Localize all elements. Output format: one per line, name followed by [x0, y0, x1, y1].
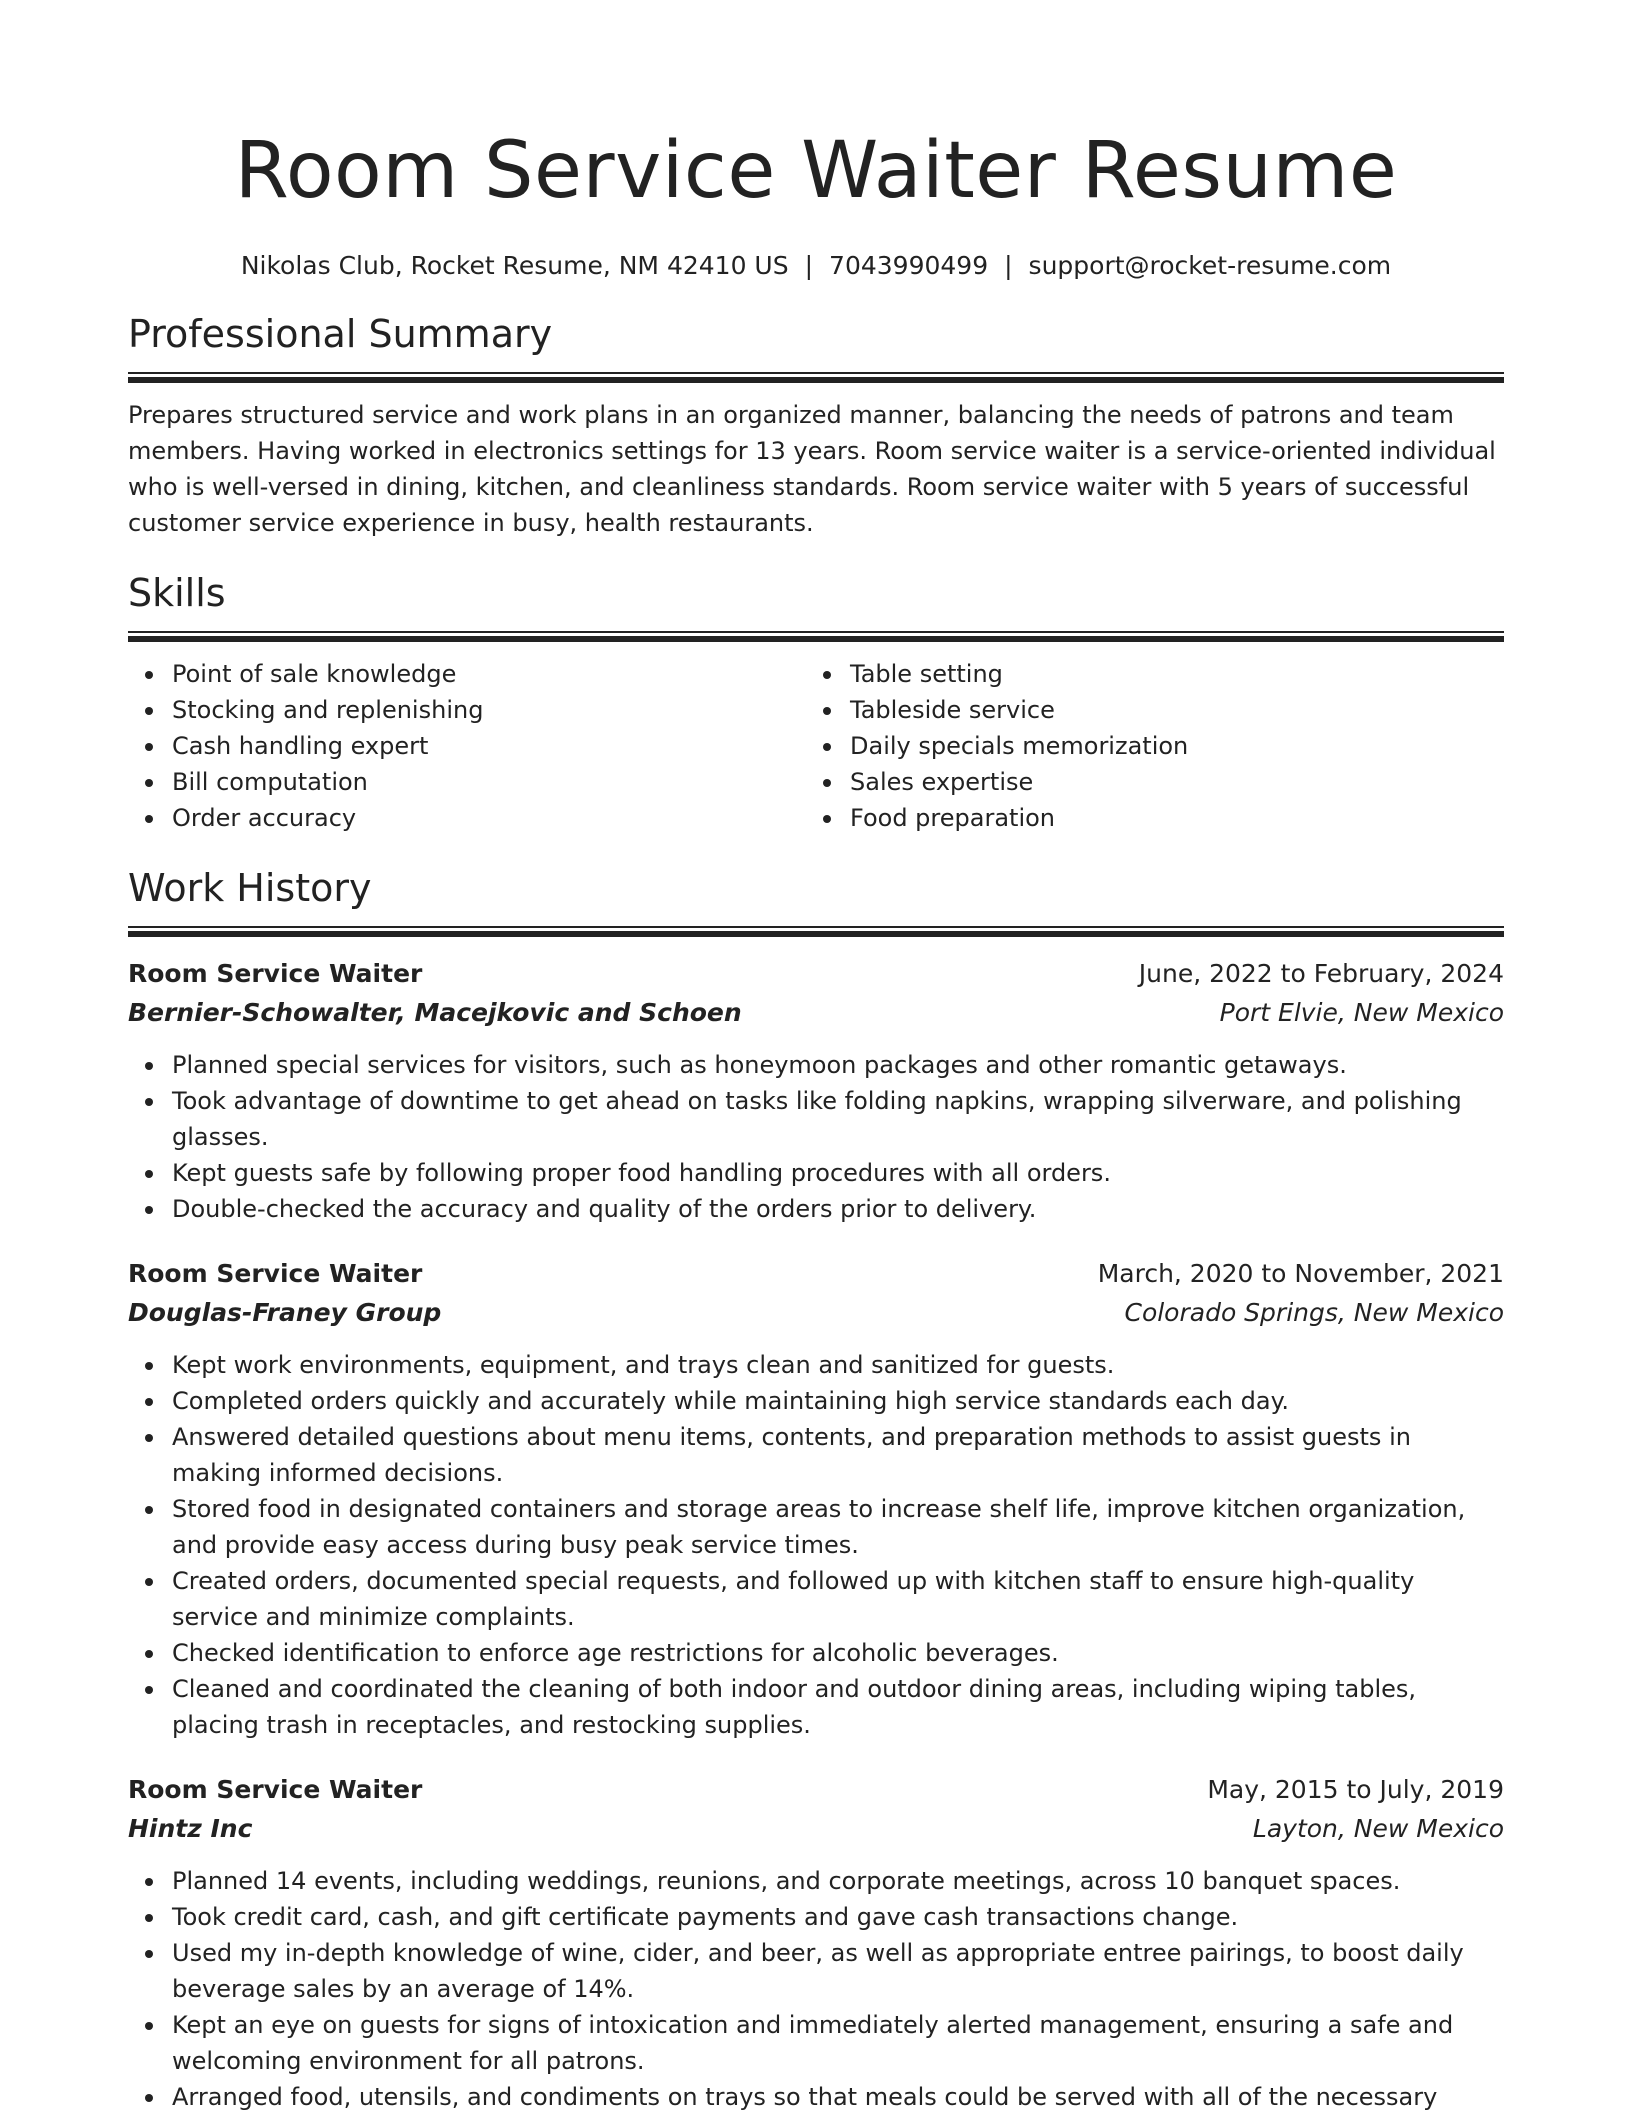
- skills-grid: [128, 656, 1504, 836]
- skills-list-left: [128, 656, 806, 836]
- contact-separator: |: [804, 251, 814, 280]
- skills-column-left: [128, 656, 806, 836]
- job-duty: Checked identification to enforce age restrictions for alcoholic beverages.: [172, 1635, 1504, 1671]
- job-duty: Answered detailed questions about menu items, contents, and preparation methods to assist guests in making informed decisions.: [172, 1419, 1504, 1491]
- job-header-row: [128, 1771, 1504, 1809]
- job-duty: Arranged food, utensils, and condiments on trays so that meals could be served with all of the necessary: [172, 2079, 1504, 2115]
- job-location: Colorado Springs, New Mexico: [1124, 1298, 1504, 1327]
- job-company-row: [128, 1293, 1504, 1333]
- skill-item: Food preparation: [850, 800, 1484, 836]
- job-company: Douglas-Franey Group: [128, 1298, 442, 1327]
- job-dates: June, 2022 to February, 2024: [1138, 959, 1504, 988]
- resume-title: Room Service Waiter Resume: [234, 126, 1398, 216]
- contact-phone: 7043990499: [829, 251, 989, 280]
- job-duty: Used my in-depth knowledge of wine, cider, and beer, as well as appropriate entree pairings, to boost daily beverage sales by an average of 14%.: [172, 1935, 1504, 2007]
- job-duty: Kept guests safe by following proper food handling procedures with all orders.: [172, 1155, 1504, 1191]
- job-duty: Completed orders quickly and accurately while maintaining high service standards each day.: [172, 1383, 1504, 1419]
- section-heading-skills: Skills: [128, 571, 226, 615]
- skill-item: Tableside service: [850, 692, 1484, 728]
- skills-list-right: [806, 656, 1484, 836]
- job-title: Room Service Waiter: [128, 1259, 423, 1288]
- job-location: Port Elvie, New Mexico: [1219, 998, 1504, 1027]
- skills-column-right: [806, 656, 1484, 836]
- job-duty: Double-checked the accuracy and quality of the orders prior to delivery.: [172, 1191, 1504, 1227]
- skill-item: Point of sale knowledge: [172, 656, 806, 692]
- job-duty: Planned 14 events, including weddings, reunions, and corporate meetings, across 10 banquet spaces.: [172, 1863, 1504, 1899]
- job-duties-list: [128, 1047, 1504, 1227]
- job-title: Room Service Waiter: [128, 1775, 423, 1804]
- job-company-row: [128, 1809, 1504, 1849]
- job-company: Bernier-Schowalter, Macejkovic and Schoen: [128, 998, 742, 1027]
- job-duty: Took credit card, cash, and gift certificate payments and gave cash transactions change.: [172, 1899, 1504, 1935]
- job-entry: [128, 1771, 1504, 2115]
- job-duties-list: [128, 1863, 1504, 2115]
- skill-item: Sales expertise: [850, 764, 1484, 800]
- skill-item: Bill computation: [172, 764, 806, 800]
- contact-separator: |: [1004, 251, 1013, 280]
- job-dates: March, 2020 to November, 2021: [1097, 1259, 1504, 1288]
- job-header-row: [128, 955, 1504, 993]
- job-duty: Kept work environments, equipment, and trays clean and sanitized for guests.: [172, 1347, 1504, 1383]
- professional-summary-section: [128, 308, 1504, 541]
- skill-item: Order accuracy: [172, 800, 806, 836]
- contact-email: support@rocket-resume.com: [1028, 251, 1392, 280]
- job-entry: [128, 955, 1504, 1227]
- work-history-section: [128, 862, 1504, 2115]
- skill-item: Stocking and replenishing: [172, 692, 806, 728]
- job-entry: [128, 1255, 1504, 1743]
- job-duty: Cleaned and coordinated the cleaning of both indoor and outdoor dining areas, including wiping tables, placing trash in receptacles, and restocking supplies.: [172, 1671, 1504, 1743]
- resume-page: [128, 0, 1504, 2115]
- job-title: Room Service Waiter: [128, 959, 423, 988]
- job-company-row: [128, 993, 1504, 1033]
- job-duty: Kept an eye on guests for signs of intoxication and immediately alerted management, ensuring a safe and welcoming environment for all patrons.: [172, 2007, 1504, 2079]
- job-header-row: [128, 1255, 1504, 1293]
- skills-section: [128, 567, 1504, 836]
- skill-item: Table setting: [850, 656, 1484, 692]
- section-heading-work-history: Work History: [128, 866, 372, 910]
- job-dates: May, 2015 to July, 2019: [1207, 1775, 1504, 1804]
- job-duty: Planned special services for visitors, such as honeymoon packages and other romantic getaways.: [172, 1047, 1504, 1083]
- job-duty: Stored food in designated containers and storage areas to increase shelf life, improve kitchen organization, and provide easy access during busy peak service times.: [172, 1491, 1504, 1563]
- section-divider: [128, 372, 1504, 383]
- job-duties-list: [128, 1347, 1504, 1743]
- job-company: Hintz Inc: [128, 1814, 253, 1843]
- section-divider: [128, 926, 1504, 937]
- section-divider: [128, 631, 1504, 642]
- contact-line: [128, 250, 1504, 282]
- job-duty: Created orders, documented special requests, and followed up with kitchen staff to ensure high-quality service and minimize complaints.: [172, 1563, 1504, 1635]
- contact-address: Nikolas Club, Rocket Resume, NM 42410 US: [240, 251, 789, 280]
- job-duty: Took advantage of downtime to get ahead on tasks like folding napkins, wrapping silverware, and polishing glasses.: [172, 1083, 1504, 1155]
- job-location: Layton, New Mexico: [1252, 1814, 1504, 1843]
- skill-item: Daily specials memorization: [850, 728, 1484, 764]
- skill-item: Cash handling expert: [172, 728, 806, 764]
- section-heading-summary: Professional Summary: [128, 312, 553, 356]
- summary-text: Prepares structured service and work plans in an organized manner, balancing the needs of patrons and team members. Having worked in electronics settings for 13 years. Room service waiter is a service-oriented individual who is well-versed in dining, kitchen, and cleanliness standards. Room service waiter with 5 years of successful customer service experience in busy, health restaurants.: [128, 401, 1496, 537]
